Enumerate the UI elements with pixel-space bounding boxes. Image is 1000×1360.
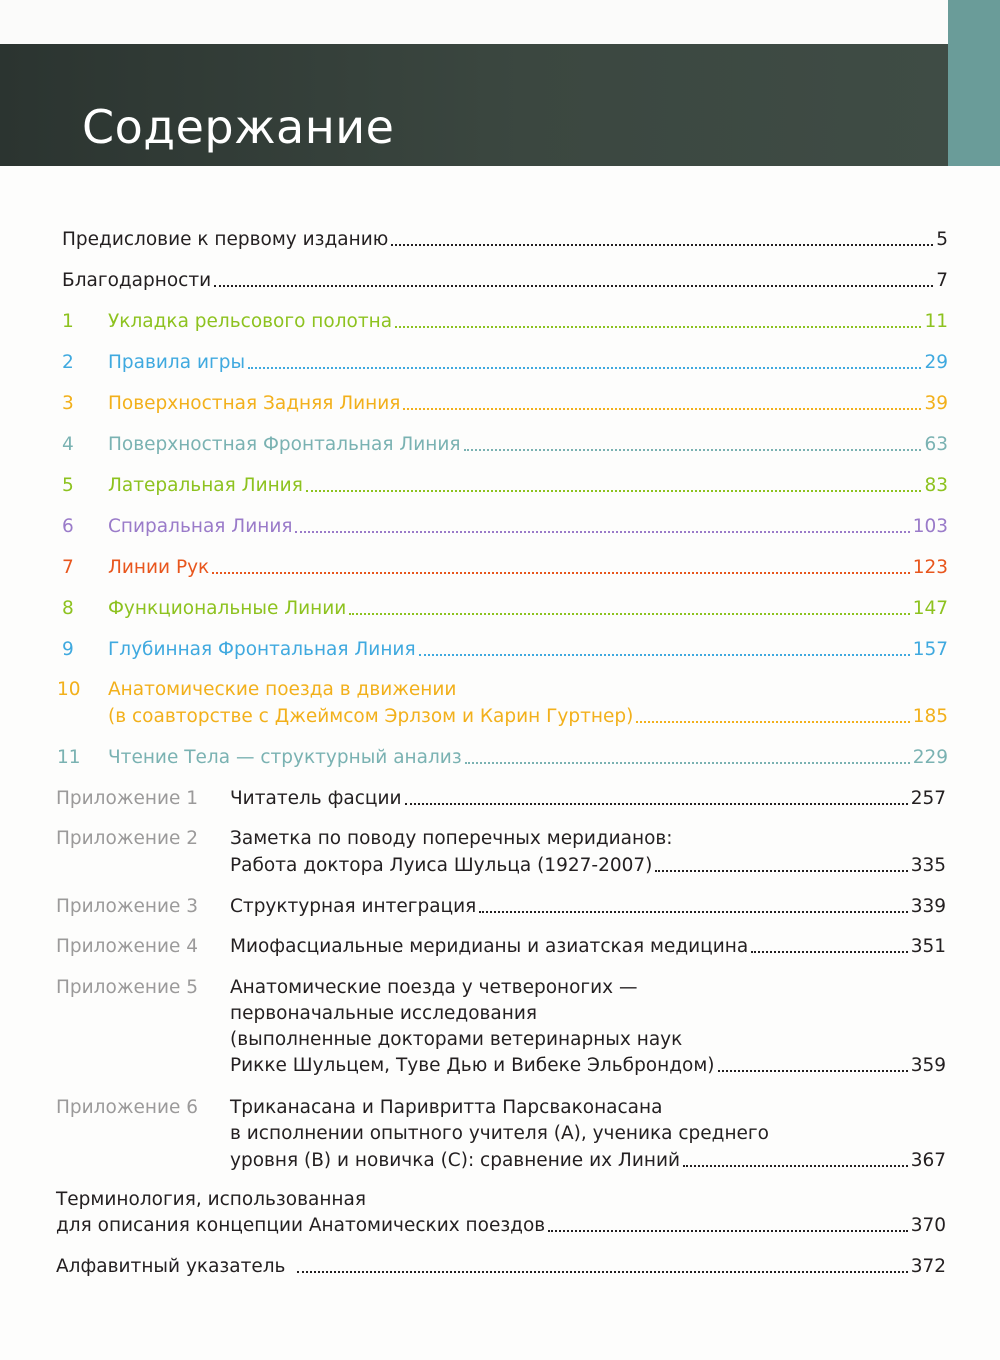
chapter-number: 2 <box>62 352 74 373</box>
toc-entry-terminology[interactable] <box>56 1213 946 1239</box>
appendix-label: Приложение 1 <box>56 788 199 809</box>
entry-title: Предисловие к первому изданию <box>62 229 389 250</box>
toc-chapter-7[interactable] <box>108 555 948 581</box>
dot-leader <box>464 449 922 451</box>
appendix-page: 367 <box>910 1150 946 1171</box>
entry-title: Благодарности <box>62 270 212 291</box>
appendix-title-line: Заметка по поводу поперечных меридианов: <box>230 828 673 849</box>
chapter-number: 9 <box>62 639 74 660</box>
dot-leader <box>391 244 933 246</box>
toc-appendix-2[interactable] <box>230 853 946 879</box>
chapter-title: Поверхностная Задняя Линия <box>108 393 401 414</box>
appendix-page: 359 <box>910 1055 946 1076</box>
chapter-page: 11 <box>924 311 948 332</box>
chapter-number: 1 <box>62 311 74 332</box>
dot-leader <box>751 951 907 953</box>
toc-appendix-6[interactable] <box>230 1148 946 1174</box>
chapter-title: Латеральная Линия <box>108 475 303 496</box>
dot-leader <box>405 803 908 805</box>
chapter-title: Линии Рук <box>108 557 210 578</box>
toc-appendix-3[interactable] <box>230 894 946 920</box>
toc-entry-preface[interactable] <box>62 227 948 253</box>
appendix-title: Рикке Шульцем, Туве Дью и Вибеке Эльброндом) <box>230 1055 715 1076</box>
chapter-page: 147 <box>912 598 948 619</box>
chapter-page: 229 <box>912 747 948 768</box>
chapter-title: Укладка рельсового полотна <box>108 311 393 332</box>
entry-page: 5 <box>936 229 948 250</box>
toc-chapter-1[interactable] <box>108 309 948 335</box>
chapter-number: 4 <box>62 434 74 455</box>
dot-leader <box>683 1165 908 1167</box>
dot-leader <box>248 367 921 369</box>
toc-chapter-9[interactable] <box>108 637 948 663</box>
dot-leader <box>403 408 921 410</box>
appendix-title: Читатель фасции <box>230 788 402 809</box>
toc-chapter-5[interactable] <box>108 473 948 499</box>
entry-page: 372 <box>910 1256 946 1277</box>
appendix-label: Приложение 4 <box>56 936 199 957</box>
chapter-title: Глубинная Фронтальная Линия <box>108 639 416 660</box>
toc-appendix-1[interactable] <box>230 786 946 812</box>
chapter-page: 63 <box>924 434 948 455</box>
toc-entry-acknowledgements[interactable] <box>62 268 948 294</box>
appendix-title-line: первоначальные исследования <box>230 1003 538 1024</box>
page-title: Содержание <box>82 100 395 154</box>
toc-chapter-3[interactable] <box>108 391 948 417</box>
chapter-page: 103 <box>912 516 948 537</box>
appendix-label: Приложение 6 <box>56 1097 199 1118</box>
dot-leader <box>212 572 909 574</box>
chapter-page: 185 <box>912 706 948 727</box>
toc-chapter-4[interactable] <box>108 432 948 458</box>
appendix-page: 335 <box>910 855 946 876</box>
chapter-number: 6 <box>62 516 74 537</box>
chapter-title: Функциональные Линии <box>108 598 347 619</box>
chapter-number: 11 <box>57 747 81 768</box>
appendix-title: Работа доктора Луиса Шульца (1927-2007) <box>230 855 653 876</box>
dot-leader <box>297 1271 907 1273</box>
chapter-number: 10 <box>57 679 81 700</box>
chapter-number: 7 <box>62 557 74 578</box>
dot-leader <box>479 911 907 913</box>
toc-chapter-11[interactable] <box>108 745 948 771</box>
toc-appendix-4[interactable] <box>230 934 946 960</box>
chapter-page: 83 <box>924 475 948 496</box>
chapter-title-line: Анатомические поезда в движении <box>108 679 457 700</box>
chapter-page: 123 <box>912 557 948 578</box>
appendix-title: Структурная интеграция <box>230 896 477 917</box>
chapter-number: 5 <box>62 475 74 496</box>
dot-leader <box>655 870 907 872</box>
appendix-title-line: Анатомические поезда у четвероногих — <box>230 977 638 998</box>
dot-leader <box>214 285 933 287</box>
appendix-page: 339 <box>910 896 946 917</box>
appendix-label: Приложение 5 <box>56 977 199 998</box>
toc-chapter-8[interactable] <box>108 596 948 622</box>
dot-leader <box>636 721 909 723</box>
entry-title: для описания концепции Анатомических поездов <box>56 1215 546 1236</box>
appendix-title: уровня (B) и новичка (C): сравнение их Линий <box>230 1150 680 1171</box>
chapter-title: Поверхностная Фронтальная Линия <box>108 434 461 455</box>
toc-entry-index[interactable] <box>56 1254 946 1280</box>
dot-leader <box>306 490 922 492</box>
appendix-label: Приложение 2 <box>56 828 199 849</box>
chapter-page: 29 <box>924 352 948 373</box>
appendix-title-line: Триканасана и Паривритта Парсваконасана <box>230 1097 663 1118</box>
dot-leader <box>718 1070 908 1072</box>
chapter-title: Чтение Тела — структурный анализ <box>108 747 462 768</box>
appendix-title-line: (выполненные докторами ветеринарных наук <box>230 1029 683 1050</box>
appendix-title-line: в исполнении опытного учителя (A), ученика среднего <box>230 1123 769 1144</box>
appendix-page: 257 <box>910 788 946 809</box>
toc-appendix-5[interactable] <box>230 1053 946 1079</box>
chapter-title: Правила игры <box>108 352 246 373</box>
chapter-title: (в соавторстве с Джеймсом Эрлзом и Карин Гуртнер) <box>108 706 634 727</box>
chapter-page: 39 <box>924 393 948 414</box>
toc-chapter-10[interactable] <box>108 704 948 730</box>
chapter-page: 157 <box>912 639 948 660</box>
dot-leader <box>349 613 909 615</box>
toc-chapter-6[interactable] <box>108 514 948 540</box>
chapter-number: 8 <box>62 598 74 619</box>
entry-page: 7 <box>936 270 948 291</box>
dot-leader <box>395 326 921 328</box>
terminology-title-line: Терминология, использованная <box>56 1189 366 1210</box>
entry-title: Алфавитный указатель <box>56 1256 286 1277</box>
appendix-label: Приложение 3 <box>56 896 199 917</box>
entry-page: 370 <box>910 1215 946 1236</box>
appendix-page: 351 <box>910 936 946 957</box>
chapter-number: 3 <box>62 393 74 414</box>
appendix-title: Миофасциальные меридианы и азиатская медицина <box>230 936 749 957</box>
dot-leader <box>419 654 910 656</box>
chapter-title: Спиральная Линия <box>108 516 293 537</box>
dot-leader <box>548 1230 907 1232</box>
dot-leader <box>465 762 910 764</box>
dot-leader <box>295 531 909 533</box>
toc-chapter-2[interactable] <box>108 350 948 376</box>
